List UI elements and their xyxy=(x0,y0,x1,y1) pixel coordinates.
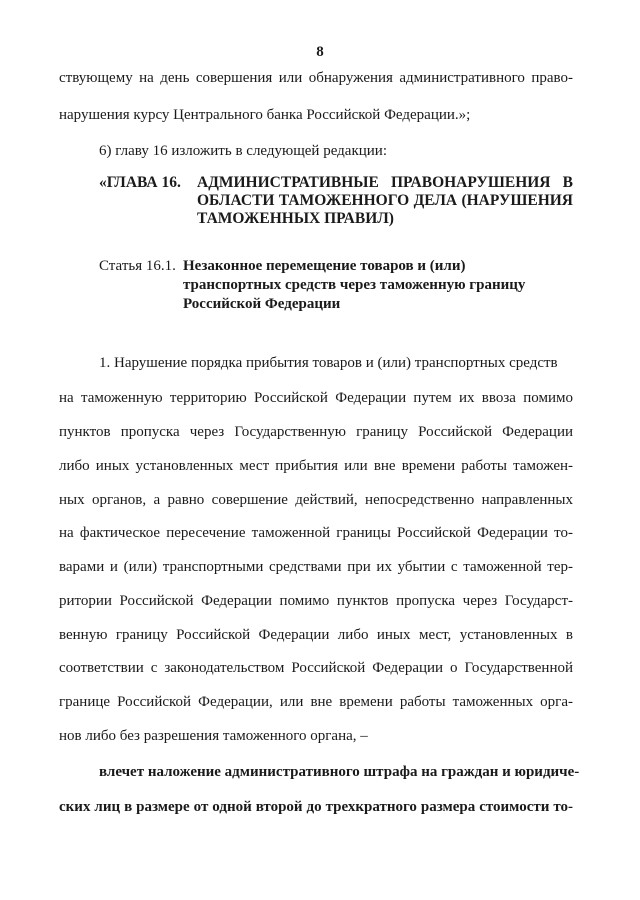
chapter-title-line-1: АДМИНИСТРАТИВНЫЕ ПРАВОНАРУШЕНИЯ В xyxy=(197,174,573,191)
body-line-4: либо иных установленных мест прибытия или вне времени работы таможен- xyxy=(59,458,573,474)
body-line-10: соответствии с законодательством Российской Федерации о Государственной xyxy=(59,660,573,676)
chapter-title-line-3: ТАМОЖЕННЫХ ПРАВИЛ) xyxy=(197,210,394,227)
article-title-line-1: Незаконное перемещение товаров и (или) xyxy=(183,258,466,274)
item-6-text: 6) главу 16 изложить в следующей редакции: xyxy=(99,143,387,159)
penalty-line-2: ских лиц в размере от одной второй до трехкратного размера стоимости то- xyxy=(59,799,573,815)
chapter-title xyxy=(197,174,573,228)
body-line-9: венную границу Российской Федерации либо иных мест, установленных в xyxy=(59,627,573,643)
penalty-line-1: влечет наложение административного штрафа на граждан и юридиче- xyxy=(99,764,580,780)
intro-line-2: нарушения курсу Центрального банка Российской Федерации.»; xyxy=(59,107,471,123)
body-line-2: на таможенную территорию Российской Федерации путем их ввоза помимо xyxy=(59,390,573,406)
body-line-3: пунктов пропуска через Государственную границу Российской Федерации xyxy=(59,424,573,440)
article-title xyxy=(183,257,559,314)
body-line-11: границе Российской Федерации, или вне времени работы таможенных орга- xyxy=(59,694,573,710)
body-line-7: варами и (или) транспортными средствами при их убытии с таможенной тер- xyxy=(59,559,573,575)
intro-line-1: ствующему на день совершения или обнаружения административного право- xyxy=(59,70,573,86)
article-label: Статья 16.1. xyxy=(99,258,176,274)
article-title-line-2: транспортных средств через таможенную границу xyxy=(183,277,526,293)
chapter-title-line-2: ОБЛАСТИ ТАМОЖЕННОГО ДЕЛА (НАРУШЕНИЯ xyxy=(197,192,573,209)
chapter-label: «ГЛАВА 16. xyxy=(99,174,181,191)
body-line-12: нов либо без разрешения таможенного органа, – xyxy=(59,728,368,744)
body-line-6: на фактическое пересечение таможенной границы Российской Федерации то- xyxy=(59,525,573,541)
body-line-1: 1. Нарушение порядка прибытия товаров и (или) транспортных средств xyxy=(99,355,558,371)
body-line-5: ных органов, а равно совершение действий, непосредственно направленных xyxy=(59,492,573,508)
article-title-line-3: Российской Федерации xyxy=(183,296,341,312)
body-line-8: ритории Российской Федерации помимо пунктов пропуска через Государст- xyxy=(59,593,573,609)
page-number: 8 xyxy=(316,44,324,60)
